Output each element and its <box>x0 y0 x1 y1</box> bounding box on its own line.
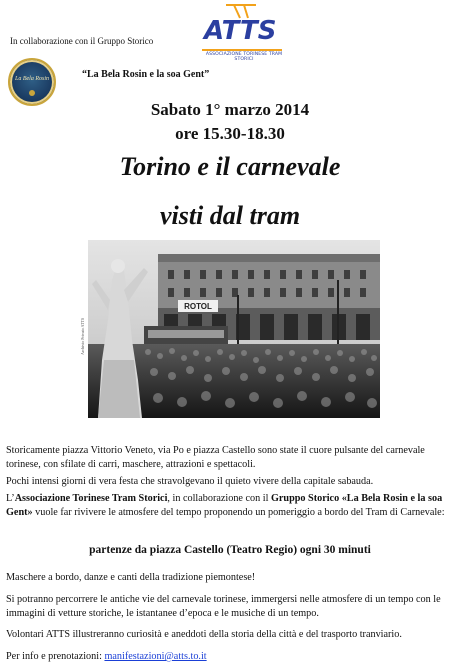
info-label: Per info e prenotazioni: <box>6 651 105 662</box>
paragraph-volunteers: Volontari ATTS illustreranno curiosità e aneddoti della storia della città e del trasporto tranviario. <box>6 629 402 640</box>
event-title-line1: Torino e il carnevale <box>119 152 341 181</box>
group-name: “La Bela Rosin e la soa Gent” <box>82 69 210 80</box>
badge-emblem-icon <box>29 90 35 96</box>
paragraph-association <box>6 492 454 520</box>
atts-logo <box>196 2 286 74</box>
association-prefix: L’ <box>6 493 15 504</box>
departure-info: partenze da piazza Castello (Teatro Regio) ogni 30 minuti <box>89 544 371 556</box>
group-name-inline: Gruppo Storico «La Bela Rosin e la soa Gent» <box>6 493 443 518</box>
association-name: Associazione Torinese Tram Storici <box>14 493 168 504</box>
logo-letters: ATTS <box>204 16 277 46</box>
paragraph-festivity: Pochi intensi giorni di vera festa che stravolgevano il quieto vivere della capitale sabauda. <box>6 476 374 487</box>
paragraph-history: Storicamente piazza Vittorio Veneto, via Po e piazza Castello sono state il cuore pulsante del carnevale torinese, con sfilate di carri, maschere, attrazioni e spettacoli. <box>6 445 425 470</box>
collaboration-text: In collaborazione con il Gruppo Storico <box>10 36 154 46</box>
email-link[interactable]: manifestazioni@atts.to.it <box>104 651 207 662</box>
event-date: Sabato 1° marzo 2014 <box>150 100 310 119</box>
group-badge-logo <box>8 58 56 106</box>
logo-underline <box>202 49 282 51</box>
badge-text: La Bela Rosin <box>15 76 49 82</box>
logo-subtitle: ASSOCIAZIONE TORINESE TRAM STORICI <box>205 52 283 62</box>
association-suffix: vuole far rivivere le atmosfere del tempo proponendo un pomeriggio a bordo del Tram di Carnevale: <box>32 507 445 518</box>
event-time: ore 15.30-18.30 <box>175 124 285 143</box>
historic-carnival-photo <box>88 240 380 418</box>
paragraph-route: Si potranno percorrere le antiche vie del carnevale torinese, immergersi nelle atmosfere di un tempo con le immagini di vetture storiche, le istantanee d’epoca e le musiche di un tempo. <box>6 594 441 619</box>
contact-info <box>6 650 454 664</box>
paragraph-masks: Maschere a bordo, danze e canti della tradizione piemontese! <box>6 572 256 583</box>
photo-sign-text: ROTOL <box>184 302 212 311</box>
photo-credit: Archivio Privato ATTS <box>80 317 85 355</box>
event-title-line2: visti dal tram <box>159 201 301 230</box>
association-middle: , in collaborazione con il <box>167 493 271 504</box>
